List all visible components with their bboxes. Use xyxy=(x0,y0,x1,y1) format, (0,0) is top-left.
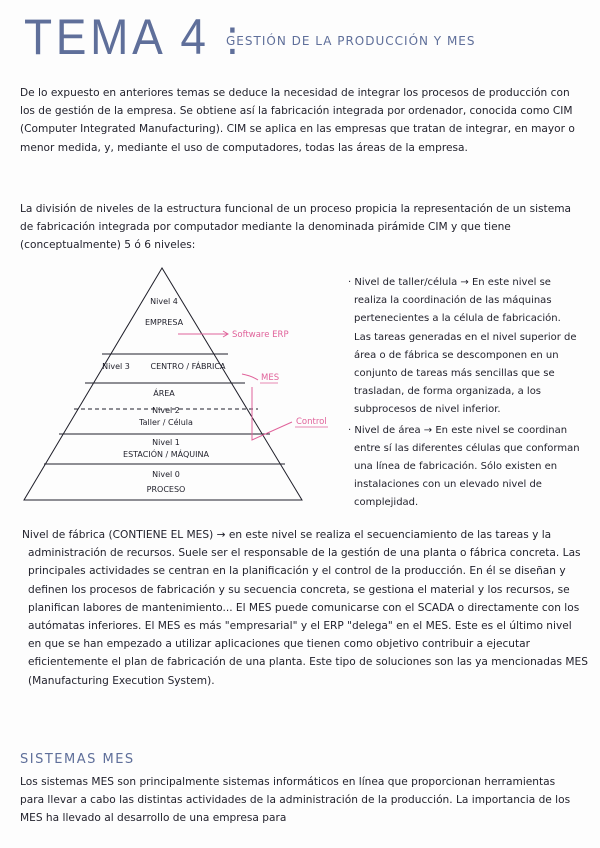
note-taller: · Nivel de taller/célula → En este nivel se realiza la coordinación de las máquinas pertenecientes a la célula de fabricación. Las tareas generadas en el nivel superior de área o de fábrica se descomponen en un conjunto de tareas más sencillas que se trasladan, de forma organizada, a los subprocesos de nivel inferior. xyxy=(348,277,577,416)
level-notes xyxy=(348,274,580,515)
title-colon: : xyxy=(225,9,243,65)
level0-name: PROCESO xyxy=(146,485,186,494)
level4-label: Nivel 4 xyxy=(150,297,178,306)
control-bracket xyxy=(252,387,292,440)
sistemas-paragraph: Los sistemas MES son principalmente sistemas informáticos en línea que proporcionan herramientas para llevar a cabo las distintas actividades de la administración de la producción. La importancia de los MES ha llevado al desarrollo de una empresa para xyxy=(20,776,571,825)
level1-label: Nivel 1 xyxy=(152,438,180,447)
level3-label: Nivel 3 xyxy=(102,362,130,371)
page-title xyxy=(24,8,476,66)
fabrica-paragraph: Nivel de fábrica (CONTIENE EL MES) → en este nivel se realiza el secuenciamiento de las tareas y la administración de recursos. Suele ser el responsable de la gestión de una planta o fábrica concreta. Las principales actividades se centran en la planificación y el control de la producción. En él se diseñan y definen los procesos de fabricación y su secuencia concreta, se gestiona el material y los recursos, se planifican labores de mantenimiento... El MES puede comunicarse con el SCADA o directamente con los autómatas inferiores. El MES es más "empresarial" y el ERP "delega" en el MES. Este es el último nivel en que se han empezado a utilizar aplicaciones que tienen como objetivo contribuir a ejecutar eficientemente el plan de fabricación de una planta. Este tipo de soluciones son las ya mencionadas MES (Manufacturing Execution System). xyxy=(22,529,588,687)
level4-name: EMPRESA xyxy=(144,318,184,327)
level1-name: ESTACIÓN / MÁQUINA xyxy=(123,450,209,459)
section-title-sistemas-mes: SISTEMAS MES xyxy=(20,752,135,767)
level2-label: Nivel 2 xyxy=(152,406,180,415)
level2-name: Taller / Célula xyxy=(139,418,193,427)
division-paragraph: La división de niveles de la estructura funcional de un proceso propicia la representación de un sistema de fabricación integrada por computador mediante la denominada pirámide CIM y que tiene (conceptualmente) 5 ó 6 niveles: xyxy=(20,203,572,252)
title-number: TEMA 4 xyxy=(24,9,210,65)
mes-annotation: MES xyxy=(261,373,280,383)
erp-annotation: Software ERP xyxy=(232,330,289,340)
mes-arrow xyxy=(242,374,258,380)
intro-paragraph: De lo expuesto en anteriores temas se deduce la necesidad de integrar los procesos de producción con los de gestión de la empresa. Se obtiene así la fabricación integrada por ordenador, conocida como CIM (Computer Integrated Manufacturing). CIM se aplica en las empresas que tratan de integrar, en mayor o menor medida, y, mediante el uso de computadores, todas las áreas de la empresa. xyxy=(20,87,575,154)
level3-name: CENTRO / FÁBRICA xyxy=(150,362,226,371)
cim-pyramid-diagram xyxy=(20,262,340,512)
area-name: ÁREA xyxy=(153,389,175,398)
control-annotation: Control xyxy=(296,417,327,427)
title-subtitle: GESTIÓN DE LA PRODUCCIÓN Y MES xyxy=(226,34,476,48)
note-area: · Nivel de área → En este nivel se coordinan entre sí las diferentes células que conforman una línea de fabricación. Sólo existen en instalaciones con un elevado nivel de complejidad. xyxy=(348,424,580,509)
level0-label: Nivel 0 xyxy=(152,470,180,479)
